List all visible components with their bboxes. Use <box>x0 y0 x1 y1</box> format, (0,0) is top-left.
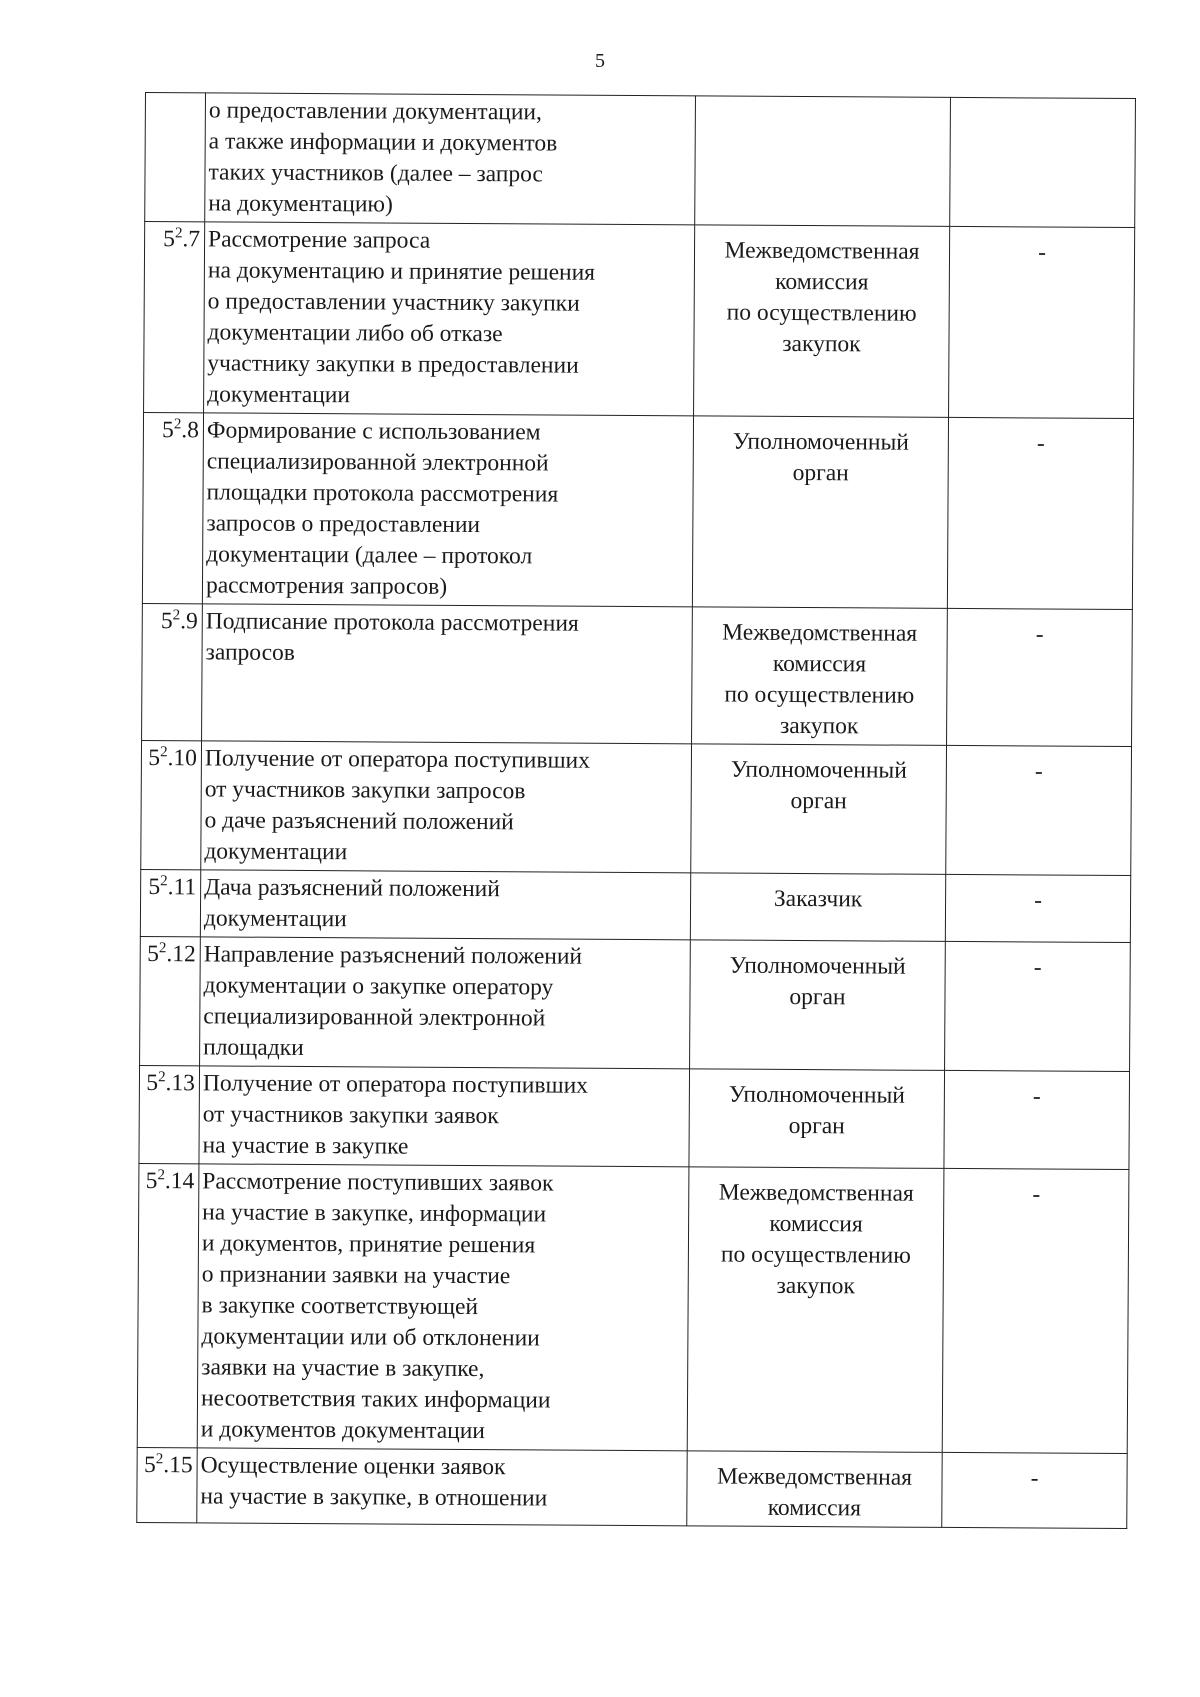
term <box>950 97 1136 227</box>
table-row <box>142 603 1133 746</box>
row-number: $5^2.7$ <box>144 222 205 413</box>
row-number <box>145 93 206 222</box>
procedure-table <box>136 92 1136 1529</box>
stage-description: Дача разъяснений положений документации <box>200 870 690 940</box>
stage-description: Подписание протокола рассмотрения запросов <box>202 604 693 744</box>
table-row <box>137 1447 1127 1528</box>
executor: Уполномоченный орган <box>692 416 948 609</box>
row-number: $5^2.12$ <box>140 936 201 1065</box>
stage-description: Направление разъяснений положений документации о закупке оператору специализированной электронной площадки <box>200 937 691 1069</box>
executor: Межведомственная комиссия <box>687 1451 942 1528</box>
procedure-table-wrapper <box>136 92 1135 1529</box>
table-row <box>145 93 1136 228</box>
table-row <box>142 412 1133 609</box>
table-row <box>140 936 1131 1071</box>
stage-description: о предоставлении документации, а также информации и документов таких участников (далее – запрос на документацию) <box>205 93 696 225</box>
term: - <box>947 608 1133 746</box>
stage-description: Рассмотрение поступивших заявок на участие в закупке, информации и документов, принятие решения о признании заявки на участие в закупке соответствующей документации или об отклонении заявки на участие в закупке, несоответствия таких информации и документов документации <box>197 1164 689 1451</box>
stage-description: Формирование с использованием специализированной электронной площадки протокола рассмотрения запросов о предоставлении документации (далее – протокол рассмотрения запросов) <box>202 413 693 607</box>
stage-description: Получение от оператора поступивших от участников закупки запросов о даче разъяснений положений документации <box>201 741 692 873</box>
term: - <box>942 1452 1127 1528</box>
row-number: $5^2.14$ <box>137 1163 199 1447</box>
table-row <box>144 222 1135 419</box>
executor: Межведомственная комиссия по осуществлению закупок <box>687 1167 944 1453</box>
page-number: 5 <box>595 50 605 72</box>
stage-description: Осуществление оценки заявок на участие в закупке, в отношении <box>197 1448 687 1526</box>
term: - <box>942 1168 1129 1453</box>
executor: Заказчик <box>690 873 945 942</box>
table-row <box>140 869 1130 942</box>
term: - <box>945 941 1131 1071</box>
term: - <box>945 874 1130 942</box>
table-row <box>137 1163 1129 1453</box>
term: - <box>949 226 1135 418</box>
stage-description: Получение от оператора поступивших от участников закупки заявок на участие в закупке <box>199 1066 690 1167</box>
row-number: $5^2.11$ <box>140 869 200 936</box>
table-row <box>141 740 1132 875</box>
row-number: $5^2.10$ <box>141 740 202 869</box>
term: - <box>944 1070 1130 1169</box>
executor <box>695 96 951 227</box>
table-row <box>139 1065 1130 1169</box>
executor: Уполномоченный орган <box>691 744 947 875</box>
row-number: $5^2.13$ <box>139 1065 200 1163</box>
executor: Межведомственная комиссия по осуществлению закупок <box>692 607 948 746</box>
row-number: $5^2.15$ <box>137 1447 197 1522</box>
term: - <box>947 417 1133 609</box>
executor: Уполномоченный орган <box>689 1069 945 1169</box>
row-number: $5^2.8$ <box>142 412 203 603</box>
stage-description: Рассмотрение запроса на документацию и принятие решения о предоставлении участнику закупки документации либо об отказе участнику закупки в предоставлении документации <box>204 222 695 416</box>
row-number: $5^2.9$ <box>142 603 203 740</box>
executor: Межведомственная комиссия по осуществлению закупок <box>694 225 950 418</box>
term: - <box>946 745 1132 875</box>
executor: Уполномоченный орган <box>690 940 946 1071</box>
